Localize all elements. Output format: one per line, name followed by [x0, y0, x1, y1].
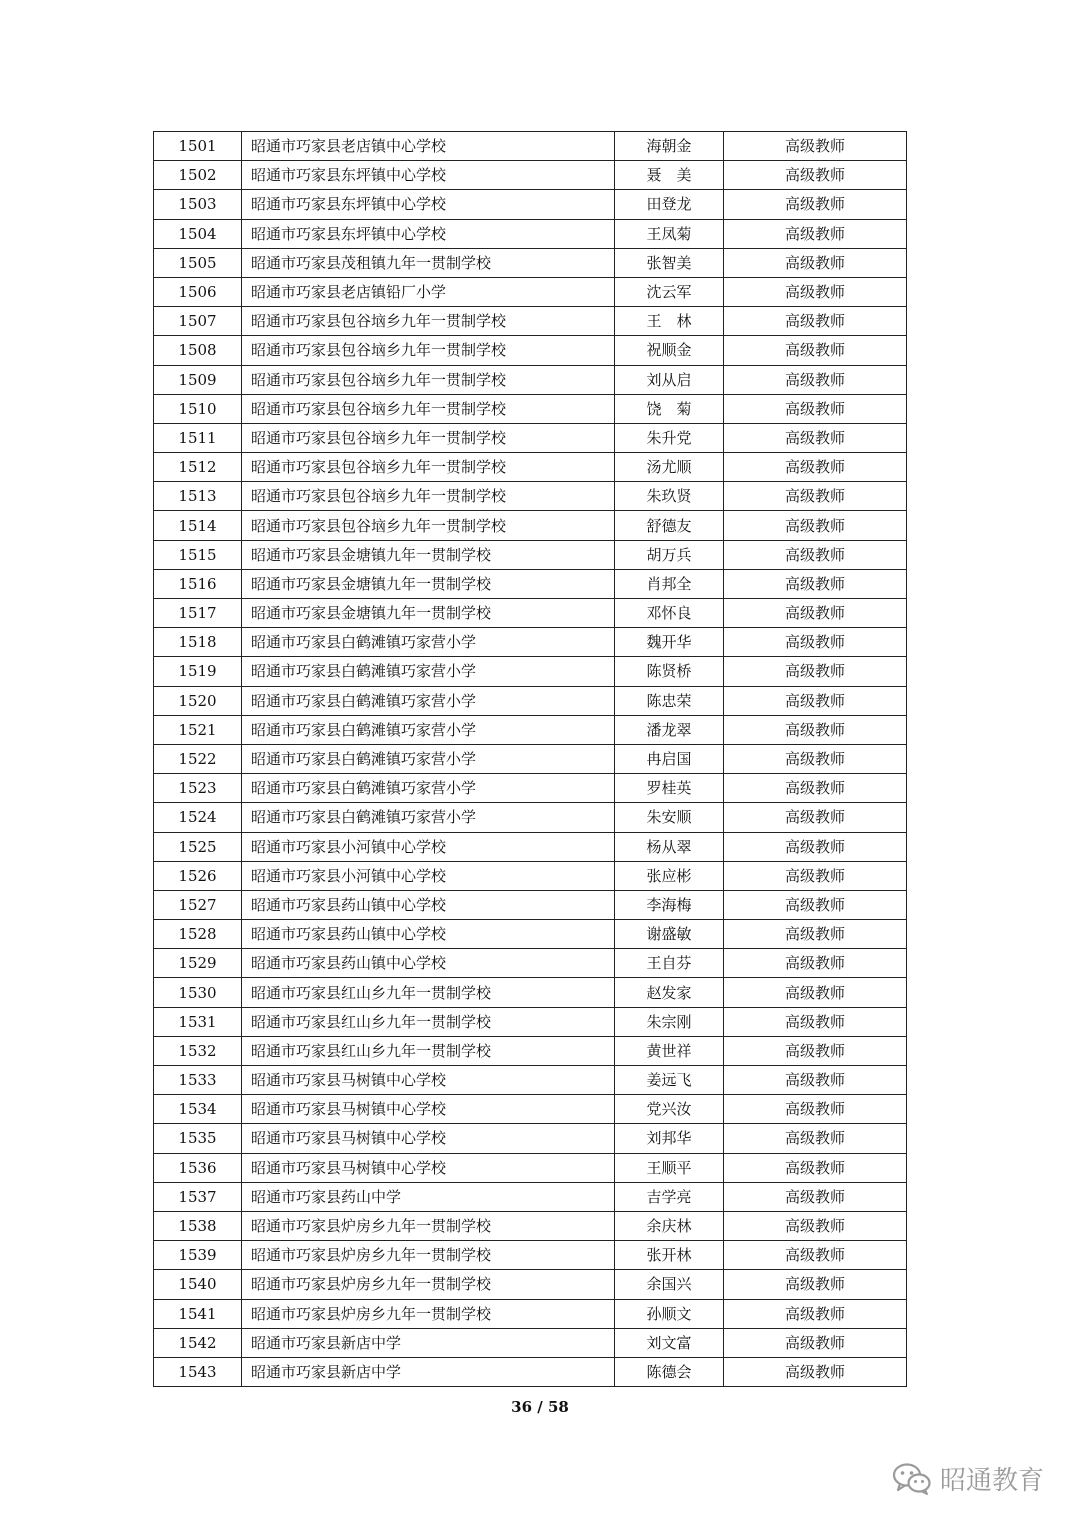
teacher-title: 高级教师 — [724, 1211, 907, 1240]
teacher-name: 谢盛敏 — [615, 920, 724, 949]
teacher-title: 高级教师 — [724, 1182, 907, 1211]
school-name: 昭通市巧家县药山镇中心学校 — [242, 949, 615, 978]
teacher-title: 高级教师 — [724, 248, 907, 277]
school-name: 昭通市巧家县马树镇中心学校 — [242, 1066, 615, 1095]
table-row — [154, 1153, 907, 1182]
teacher-name: 朱安顺 — [615, 803, 724, 832]
table-row — [154, 569, 907, 598]
table-row — [154, 832, 907, 861]
teacher-title: 高级教师 — [724, 1007, 907, 1036]
teacher-title: 高级教师 — [724, 657, 907, 686]
teacher-name: 陈贤桥 — [615, 657, 724, 686]
teacher-title: 高级教师 — [724, 1241, 907, 1270]
school-name: 昭通市巧家县茂租镇九年一贯制学校 — [242, 248, 615, 277]
teacher-title: 高级教师 — [724, 978, 907, 1007]
teacher-name: 李海梅 — [615, 890, 724, 919]
teacher-name: 祝顺金 — [615, 336, 724, 365]
school-name: 昭通市巧家县马树镇中心学校 — [242, 1095, 615, 1124]
watermark-text: 昭通教育 — [939, 1466, 1044, 1496]
row-number: 1534 — [154, 1095, 242, 1124]
table-row — [154, 1357, 907, 1386]
table-row — [154, 540, 907, 569]
table-row — [154, 219, 907, 248]
school-name: 昭通市巧家县白鹤滩镇巧家营小学 — [242, 803, 615, 832]
row-number: 1505 — [154, 248, 242, 277]
school-name: 昭通市巧家县马树镇中心学校 — [242, 1124, 615, 1153]
row-number: 1512 — [154, 453, 242, 482]
school-name: 昭通市巧家县药山镇中心学校 — [242, 890, 615, 919]
row-number: 1535 — [154, 1124, 242, 1153]
row-number: 1527 — [154, 890, 242, 919]
row-number: 1537 — [154, 1182, 242, 1211]
teacher-title: 高级教师 — [724, 861, 907, 890]
row-number: 1539 — [154, 1241, 242, 1270]
teacher-name: 刘从启 — [615, 365, 724, 394]
teacher-name: 陈德会 — [615, 1357, 724, 1386]
table-row — [154, 1182, 907, 1211]
teacher-title: 高级教师 — [724, 744, 907, 773]
teacher-name: 王顺平 — [615, 1153, 724, 1182]
school-name: 昭通市巧家县包谷垴乡九年一贯制学校 — [242, 423, 615, 452]
row-number: 1506 — [154, 277, 242, 306]
school-name: 昭通市巧家县马树镇中心学校 — [242, 1153, 615, 1182]
row-number: 1510 — [154, 394, 242, 423]
school-name: 昭通市巧家县白鹤滩镇巧家营小学 — [242, 628, 615, 657]
row-number: 1541 — [154, 1299, 242, 1328]
teacher-title: 高级教师 — [724, 277, 907, 306]
teacher-title: 高级教师 — [724, 949, 907, 978]
row-number: 1525 — [154, 832, 242, 861]
school-name: 昭通市巧家县炉房乡九年一贯制学校 — [242, 1270, 615, 1299]
table-row — [154, 1328, 907, 1357]
row-number: 1524 — [154, 803, 242, 832]
teacher-name: 黄世祥 — [615, 1036, 724, 1065]
table-row — [154, 1124, 907, 1153]
teacher-name: 朱玖贤 — [615, 482, 724, 511]
teacher-name: 聂 美 — [615, 161, 724, 190]
table-row — [154, 248, 907, 277]
teacher-name: 余庆林 — [615, 1211, 724, 1240]
school-name: 昭通市巧家县红山乡九年一贯制学校 — [242, 1036, 615, 1065]
teacher-list-table — [153, 131, 907, 1387]
teacher-title: 高级教师 — [724, 1124, 907, 1153]
teacher-title: 高级教师 — [724, 1328, 907, 1357]
school-name: 昭通市巧家县老店镇中心学校 — [242, 132, 615, 161]
table-row — [154, 453, 907, 482]
school-name: 昭通市巧家县新店中学 — [242, 1328, 615, 1357]
row-number: 1509 — [154, 365, 242, 394]
school-name: 昭通市巧家县包谷垴乡九年一贯制学校 — [242, 336, 615, 365]
teacher-title: 高级教师 — [724, 190, 907, 219]
teacher-title: 高级教师 — [724, 161, 907, 190]
row-number: 1523 — [154, 774, 242, 803]
school-name: 昭通市巧家县小河镇中心学校 — [242, 861, 615, 890]
teacher-title: 高级教师 — [724, 599, 907, 628]
row-number: 1529 — [154, 949, 242, 978]
teacher-name: 王自芬 — [615, 949, 724, 978]
row-number: 1542 — [154, 1328, 242, 1357]
teacher-title: 高级教师 — [724, 569, 907, 598]
table-row — [154, 890, 907, 919]
teacher-name: 冉启国 — [615, 744, 724, 773]
row-number: 1514 — [154, 511, 242, 540]
school-name: 昭通市巧家县包谷垴乡九年一贯制学校 — [242, 511, 615, 540]
school-name: 昭通市巧家县药山镇中心学校 — [242, 920, 615, 949]
school-name: 昭通市巧家县白鹤滩镇巧家营小学 — [242, 686, 615, 715]
school-name: 昭通市巧家县包谷垴乡九年一贯制学校 — [242, 365, 615, 394]
row-number: 1517 — [154, 599, 242, 628]
teacher-name: 赵发家 — [615, 978, 724, 1007]
table-row — [154, 423, 907, 452]
teacher-title: 高级教师 — [724, 1299, 907, 1328]
table-row — [154, 1007, 907, 1036]
table-row — [154, 657, 907, 686]
table-row — [154, 949, 907, 978]
table-row — [154, 132, 907, 161]
teacher-title: 高级教师 — [724, 1153, 907, 1182]
teacher-name: 汤尤顺 — [615, 453, 724, 482]
teacher-name: 田登龙 — [615, 190, 724, 219]
teacher-title: 高级教师 — [724, 832, 907, 861]
table-row — [154, 599, 907, 628]
teacher-name: 王凤菊 — [615, 219, 724, 248]
school-name: 昭通市巧家县老店镇铅厂小学 — [242, 277, 615, 306]
teacher-name: 张应彬 — [615, 861, 724, 890]
teacher-name: 刘邦华 — [615, 1124, 724, 1153]
row-number: 1501 — [154, 132, 242, 161]
table-row — [154, 920, 907, 949]
table-row — [154, 336, 907, 365]
teacher-title: 高级教师 — [724, 336, 907, 365]
teacher-title: 高级教师 — [724, 482, 907, 511]
school-name: 昭通市巧家县药山中学 — [242, 1182, 615, 1211]
teacher-name: 朱宗刚 — [615, 1007, 724, 1036]
table-body — [154, 132, 907, 1387]
school-name: 昭通市巧家县包谷垴乡九年一贯制学校 — [242, 307, 615, 336]
school-name: 昭通市巧家县金塘镇九年一贯制学校 — [242, 569, 615, 598]
school-name: 昭通市巧家县东坪镇中心学校 — [242, 161, 615, 190]
row-number: 1540 — [154, 1270, 242, 1299]
teacher-title: 高级教师 — [724, 920, 907, 949]
table-row — [154, 715, 907, 744]
teacher-name: 罗桂英 — [615, 774, 724, 803]
school-name: 昭通市巧家县白鹤滩镇巧家营小学 — [242, 774, 615, 803]
row-number: 1532 — [154, 1036, 242, 1065]
row-number: 1519 — [154, 657, 242, 686]
teacher-title: 高级教师 — [724, 715, 907, 744]
row-number: 1518 — [154, 628, 242, 657]
school-name: 昭通市巧家县包谷垴乡九年一贯制学校 — [242, 394, 615, 423]
school-name: 昭通市巧家县白鹤滩镇巧家营小学 — [242, 657, 615, 686]
page-number: 36 / 58 — [511, 1398, 569, 1416]
table-row — [154, 1241, 907, 1270]
table-row — [154, 744, 907, 773]
school-name: 昭通市巧家县炉房乡九年一贯制学校 — [242, 1211, 615, 1240]
teacher-name: 余国兴 — [615, 1270, 724, 1299]
table-row — [154, 277, 907, 306]
table-row — [154, 861, 907, 890]
table-row — [154, 978, 907, 1007]
school-name: 昭通市巧家县东坪镇中心学校 — [242, 219, 615, 248]
table-row — [154, 307, 907, 336]
school-name: 昭通市巧家县金塘镇九年一贯制学校 — [242, 599, 615, 628]
teacher-name: 吉学亮 — [615, 1182, 724, 1211]
teacher-title: 高级教师 — [724, 1036, 907, 1065]
row-number: 1503 — [154, 190, 242, 219]
school-name: 昭通市巧家县红山乡九年一贯制学校 — [242, 1007, 615, 1036]
table-row — [154, 1036, 907, 1065]
teacher-title: 高级教师 — [724, 219, 907, 248]
wechat-icon — [892, 1462, 932, 1496]
teacher-name: 姜远飞 — [615, 1066, 724, 1095]
teacher-name: 王 林 — [615, 307, 724, 336]
table-row — [154, 1211, 907, 1240]
table-row — [154, 1299, 907, 1328]
row-number: 1515 — [154, 540, 242, 569]
row-number: 1504 — [154, 219, 242, 248]
row-number: 1516 — [154, 569, 242, 598]
school-name: 昭通市巧家县炉房乡九年一贯制学校 — [242, 1299, 615, 1328]
teacher-name: 朱升党 — [615, 423, 724, 452]
row-number: 1507 — [154, 307, 242, 336]
row-number: 1522 — [154, 744, 242, 773]
school-name: 昭通市巧家县金塘镇九年一贯制学校 — [242, 540, 615, 569]
table-row — [154, 686, 907, 715]
teacher-name: 沈云军 — [615, 277, 724, 306]
teacher-title: 高级教师 — [724, 890, 907, 919]
teacher-name: 邓怀良 — [615, 599, 724, 628]
row-number: 1538 — [154, 1211, 242, 1240]
teacher-title: 高级教师 — [724, 803, 907, 832]
table-row — [154, 365, 907, 394]
row-number: 1520 — [154, 686, 242, 715]
teacher-title: 高级教师 — [724, 394, 907, 423]
teacher-title: 高级教师 — [724, 1357, 907, 1386]
teacher-title: 高级教师 — [724, 423, 907, 452]
teacher-name: 刘文富 — [615, 1328, 724, 1357]
table-row — [154, 774, 907, 803]
teacher-title: 高级教师 — [724, 1066, 907, 1095]
table-row — [154, 1095, 907, 1124]
teacher-name: 胡万兵 — [615, 540, 724, 569]
row-number: 1543 — [154, 1357, 242, 1386]
row-number: 1502 — [154, 161, 242, 190]
row-number: 1508 — [154, 336, 242, 365]
teacher-name: 舒德友 — [615, 511, 724, 540]
table-row — [154, 511, 907, 540]
school-name: 昭通市巧家县东坪镇中心学校 — [242, 190, 615, 219]
teacher-name: 肖邦全 — [615, 569, 724, 598]
watermark — [892, 1460, 1044, 1497]
school-name: 昭通市巧家县新店中学 — [242, 1357, 615, 1386]
table-row — [154, 482, 907, 511]
table-row — [154, 803, 907, 832]
teacher-name: 海朝金 — [615, 132, 724, 161]
teacher-name: 饶 菊 — [615, 394, 724, 423]
school-name: 昭通市巧家县白鹤滩镇巧家营小学 — [242, 715, 615, 744]
row-number: 1536 — [154, 1153, 242, 1182]
table-row — [154, 394, 907, 423]
row-number: 1513 — [154, 482, 242, 511]
school-name: 昭通市巧家县包谷垴乡九年一贯制学校 — [242, 482, 615, 511]
teacher-title: 高级教师 — [724, 365, 907, 394]
row-number: 1528 — [154, 920, 242, 949]
teacher-name: 陈忠荣 — [615, 686, 724, 715]
teacher-title: 高级教师 — [724, 453, 907, 482]
teacher-title: 高级教师 — [724, 774, 907, 803]
teacher-title: 高级教师 — [724, 686, 907, 715]
school-name: 昭通市巧家县小河镇中心学校 — [242, 832, 615, 861]
teacher-name: 杨从翠 — [615, 832, 724, 861]
table-row — [154, 1270, 907, 1299]
teacher-name: 魏开华 — [615, 628, 724, 657]
table-row — [154, 1066, 907, 1095]
row-number: 1526 — [154, 861, 242, 890]
teacher-title: 高级教师 — [724, 307, 907, 336]
row-number: 1511 — [154, 423, 242, 452]
teacher-title: 高级教师 — [724, 511, 907, 540]
teacher-title: 高级教师 — [724, 1095, 907, 1124]
row-number: 1531 — [154, 1007, 242, 1036]
table-row — [154, 190, 907, 219]
teacher-name: 张智美 — [615, 248, 724, 277]
school-name: 昭通市巧家县白鹤滩镇巧家营小学 — [242, 744, 615, 773]
teacher-title: 高级教师 — [724, 132, 907, 161]
school-name: 昭通市巧家县炉房乡九年一贯制学校 — [242, 1241, 615, 1270]
teacher-name: 张开林 — [615, 1241, 724, 1270]
teacher-name: 党兴汝 — [615, 1095, 724, 1124]
school-name: 昭通市巧家县包谷垴乡九年一贯制学校 — [242, 453, 615, 482]
teacher-title: 高级教师 — [724, 1270, 907, 1299]
row-number: 1533 — [154, 1066, 242, 1095]
row-number: 1521 — [154, 715, 242, 744]
teacher-title: 高级教师 — [724, 628, 907, 657]
teacher-title: 高级教师 — [724, 540, 907, 569]
teacher-name: 潘龙翠 — [615, 715, 724, 744]
table-row — [154, 161, 907, 190]
row-number: 1530 — [154, 978, 242, 1007]
table-row — [154, 628, 907, 657]
school-name: 昭通市巧家县红山乡九年一贯制学校 — [242, 978, 615, 1007]
teacher-name: 孙顺文 — [615, 1299, 724, 1328]
